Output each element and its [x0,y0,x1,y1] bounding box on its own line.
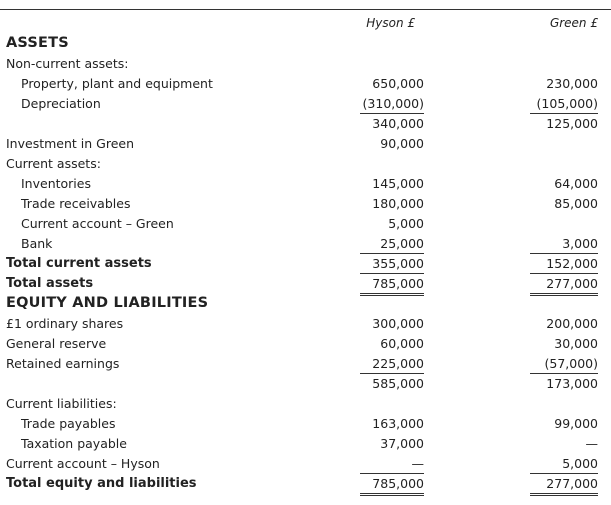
row-label: Taxation payable [21,436,127,451]
row-retained-earnings [0,354,611,374]
row-trade-receivables [0,194,611,214]
value-hyson: 300,000 [372,316,424,331]
value-hyson: 163,000 [372,416,424,431]
value-hyson: 90,000 [380,136,424,151]
row-current-assets [0,154,611,174]
value-green: — [585,436,598,451]
column-header-hyson: Hyson £ [366,16,415,30]
value-green: 200,000 [546,316,598,331]
row-label: Total current assets [6,256,152,271]
row-label: Bank [21,236,53,251]
row-label: General reserve [6,336,107,351]
section-title-equity: EQUITY AND LIABILITIES [6,295,209,311]
row-label: Total assets [6,276,94,291]
row-ppe [0,74,611,94]
row-label: Trade receivables [21,196,131,211]
row-label: Retained earnings [6,356,120,371]
row-label: Current liabilities: [6,396,117,411]
value-hyson: 355,000 [360,256,424,274]
value-hyson: 785,000 [360,476,424,496]
value-hyson: 145,000 [372,176,424,191]
row-label: Investment in Green [6,136,134,151]
row-taxation-payable [0,434,611,454]
value-hyson: (310,000) [360,96,424,114]
value-hyson: 225,000 [360,356,424,374]
row-bank [0,234,611,254]
value-green: 230,000 [546,76,598,91]
row-label: Current account – Hyson [6,456,160,471]
row-label: Current assets: [6,156,101,171]
row-total-assets [0,274,611,294]
value-hyson: 585,000 [372,376,424,391]
top-rule [0,9,611,10]
column-header-green: Green £ [549,16,598,30]
value-hyson: 785,000 [360,276,424,296]
value-hyson: 650,000 [372,76,424,91]
row-depreciation [0,94,611,114]
row-total-equity-liabilities [0,474,611,494]
row-label: Trade payables [21,416,116,431]
value-hyson: 37,000 [380,436,424,451]
row-label: Depreciation [21,96,101,111]
value-green: 277,000 [530,476,598,496]
value-green: 64,000 [554,176,598,191]
section-assets [0,34,611,54]
row-trade-payables [0,414,611,434]
row-label: Total equity and liabilities [6,476,197,491]
value-green: 99,000 [554,416,598,431]
value-green: 173,000 [546,376,598,391]
row-label: Inventories [21,176,91,191]
row-non-current-assets [0,54,611,74]
row-current-liabilities [0,394,611,414]
value-hyson: — [360,456,424,474]
value-green: (57,000) [530,356,598,374]
row-current-account-green [0,214,611,234]
row-label: Non-current assets: [6,56,129,71]
value-green: 3,000 [530,236,598,254]
value-green: 85,000 [554,196,598,211]
row-equity-total [0,374,611,394]
row-current-account-hyson [0,454,611,474]
row-inventories [0,174,611,194]
row-general-reserve [0,334,611,354]
value-hyson: 180,000 [372,196,424,211]
value-green: 152,000 [530,256,598,274]
value-hyson: 5,000 [388,216,424,231]
row-investment-in-green [0,134,611,154]
value-green: 277,000 [530,276,598,296]
row-ordinary-shares [0,314,611,334]
value-green: 30,000 [554,336,598,351]
value-hyson: 340,000 [372,116,424,131]
value-green: 5,000 [530,456,598,474]
row-label: Current account – Green [21,216,174,231]
value-green: 125,000 [546,116,598,131]
value-hyson: 60,000 [380,336,424,351]
row-label: £1 ordinary shares [6,316,124,331]
section-equity-liabilities [0,294,611,314]
row-total-current-assets [0,254,611,274]
row-non-current-net [0,114,611,134]
row-label: Property, plant and equipment [21,76,213,91]
section-title-assets: ASSETS [6,35,69,51]
value-green: (105,000) [530,96,598,114]
value-hyson: 25,000 [360,236,424,254]
